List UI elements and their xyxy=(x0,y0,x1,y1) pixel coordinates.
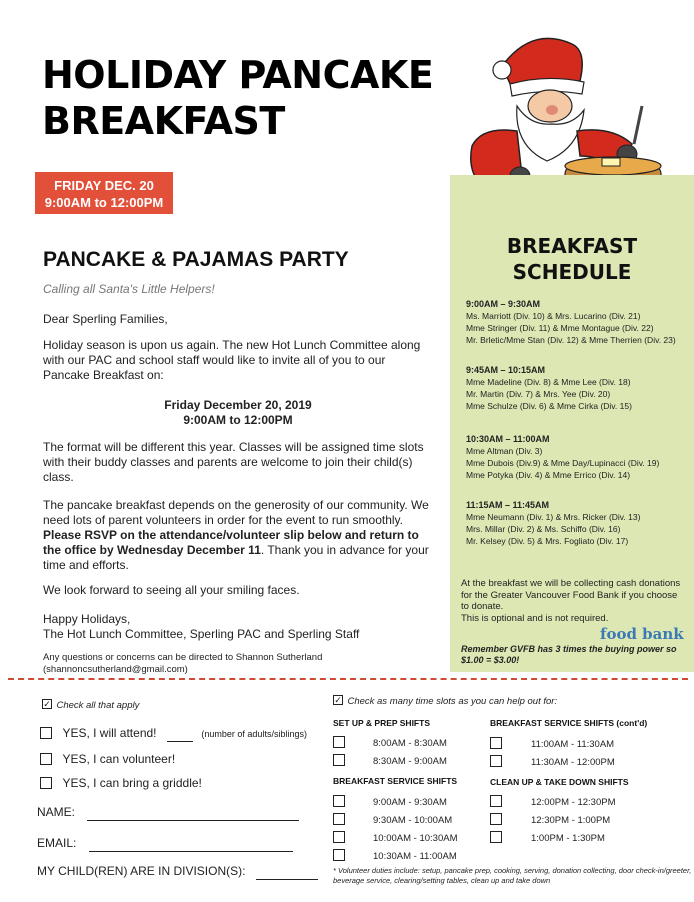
email-field[interactable] xyxy=(37,834,293,852)
slot-class: Mme Altman (Div. 3) xyxy=(466,446,543,456)
page-title: HOLIDAY PANCAKE BREAKFAST xyxy=(42,53,434,143)
shift-checkbox[interactable] xyxy=(333,736,345,748)
griddle-checkbox[interactable] xyxy=(40,777,52,789)
shift-checkbox[interactable] xyxy=(333,849,345,861)
slot-class: Mme Dubois (Div.9) & Mme Day/Lupinacci (Div. 19) xyxy=(466,458,660,468)
shift-checkbox[interactable] xyxy=(490,831,502,843)
date-badge xyxy=(35,172,173,214)
shift-checkbox[interactable] xyxy=(333,813,345,825)
shift-label: 9:30AM - 10:00AM xyxy=(373,815,453,826)
letter-paragraph-2: The format will be different this year. Classes will be assigned time slots with their buddy classes and parents are welcome to join their child(s) class. xyxy=(43,440,424,484)
closing-line-2: The Hot Lunch Committee, Sperling PAC and Sperling Staff xyxy=(43,627,360,641)
slot-class: Mr. Martin (Div. 7) & Mrs. Yee (Div. 20) xyxy=(466,389,611,399)
letter-paragraph-3c: . Thank you in advance for your time and efforts. xyxy=(43,543,429,572)
slot-class: Mr. Brletic/Mme Stan (Div. 12) & Mme Therrien (Div. 23) xyxy=(466,335,676,345)
shift-label: 9:00AM - 9:30AM xyxy=(373,797,447,808)
schedule-title-line-1: BREAKFAST xyxy=(506,234,638,258)
shift-label: 11:00AM - 11:30AM xyxy=(531,739,615,750)
letter-paragraph-1: Holiday season is upon us again. The new Hot Lunch Committee along with our PAC and school staff would like to invite all of you to our Pancake Breakfast on: xyxy=(43,338,421,382)
division-field[interactable] xyxy=(37,862,318,880)
slot-time: 11:15AM – 11:45AM xyxy=(466,500,550,510)
shift-checkbox[interactable] xyxy=(490,813,502,825)
food-bank-logo: food bank xyxy=(600,625,684,643)
slot-class: Mme Madeline (Div. 8) & Mme Lee (Div. 18) xyxy=(466,377,631,387)
slot-time: 9:45AM – 10:15AM xyxy=(466,365,546,375)
shift-option[interactable] xyxy=(333,792,447,810)
volunteer-checkbox[interactable] xyxy=(40,753,52,765)
shift-option[interactable] xyxy=(333,846,457,864)
slot-class: Mme Stringer (Div. 11) & Mme Montague (Div. 22) xyxy=(466,323,654,333)
slot-time: 10:30AM – 11:00AM xyxy=(466,434,550,444)
shift-checkbox[interactable] xyxy=(333,754,345,766)
cleanup-shifts-heading: CLEAN UP & TAKE DOWN SHIFTS xyxy=(490,777,629,787)
griddle-option[interactable] xyxy=(40,774,202,792)
event-date: Friday December 20, 2019 xyxy=(164,398,312,412)
slot-class: Mme Schulze (Div. 6) & Mme Cirka (Div. 15) xyxy=(466,401,632,411)
shift-checkbox[interactable] xyxy=(490,755,502,767)
letter-paragraph-3 xyxy=(43,498,433,573)
schedule-slot xyxy=(466,499,691,547)
volunteer-footnote: * Volunteer duties include: setup, pancake prep, cooking, serving, donation collecting, door check-in/greeter, beverage service, clearing/setting tables, clean up and take down xyxy=(333,866,692,885)
donation-note xyxy=(461,578,686,624)
contact-line-1: Any questions or concerns can be directed to Shannon Sutherland xyxy=(43,652,323,663)
date-badge-time: 9:00AM to 12:00PM xyxy=(44,195,164,210)
shift-checkbox[interactable] xyxy=(490,795,502,807)
name-input-line[interactable] xyxy=(87,820,299,821)
check-slots-label xyxy=(333,691,557,709)
event-time: 9:00AM to 12:00PM xyxy=(183,413,293,427)
attend-label: YES, I will attend! xyxy=(62,726,157,740)
schedule-slot xyxy=(466,298,691,346)
division-label: MY CHILD(REN) ARE IN DIVISION(S): xyxy=(37,864,246,878)
shift-label: 12:30PM - 1:00PM xyxy=(531,815,611,826)
shift-label: 12:00PM - 12:30PM xyxy=(531,797,616,808)
closing-line-1: Happy Holidays, xyxy=(43,612,131,626)
shift-checkbox[interactable] xyxy=(333,795,345,807)
service-shifts-heading: BREAKFAST SERVICE SHIFTS xyxy=(333,776,458,786)
check-all-text: Check all that apply xyxy=(56,700,140,711)
shift-label: 8:00AM - 8:30AM xyxy=(373,738,447,749)
check-icon: ✓ xyxy=(43,698,51,709)
tagline: Calling all Santa's Little Helpers! xyxy=(43,282,215,296)
slot-class: Mme Potyka (Div. 4) & Mme Errico (Div. 14) xyxy=(466,470,631,480)
letter-paragraph-4: We look forward to seeing all your smiling faces. xyxy=(43,583,300,597)
slot-class: Mme Neumann (Div. 1) & Mrs. Ricker (Div. 13) xyxy=(466,512,641,522)
contact-email: (shannoncsutherland@gmail.com) xyxy=(43,664,188,675)
shift-label: 11:30AM - 12:00PM xyxy=(531,757,615,768)
division-input-line[interactable] xyxy=(256,879,318,880)
shift-option[interactable] xyxy=(490,792,616,810)
schedule-title-line-2: SCHEDULE xyxy=(512,260,632,284)
attend-checkbox[interactable] xyxy=(40,727,52,739)
schedule-title xyxy=(452,233,692,285)
service2-shifts-heading: BREAKFAST SERVICE SHIFTS (cont'd) xyxy=(490,718,648,728)
rsvp-instructions: Please RSVP on the attendance/volunteer slip below and return to the office by Wednesday December 11 xyxy=(43,528,419,557)
griddle-label: YES, I can bring a griddle! xyxy=(62,776,202,790)
name-label: NAME: xyxy=(37,805,76,819)
shift-option[interactable] xyxy=(333,828,458,846)
slot-time: 9:00AM – 9:30AM xyxy=(466,299,541,309)
date-badge-day: FRIDAY DEC. 20 xyxy=(54,178,154,193)
donation-optional-text: This is optional and is not required. xyxy=(461,612,609,624)
shift-label: 10:30AM - 11:00AM xyxy=(373,851,457,862)
letter-paragraph-3a: The pancake breakfast depends on the generosity of our community. We need lots of parent volunteers in order for the event to run smoothly. xyxy=(43,498,429,527)
setup-shifts-heading: SET UP & PREP SHIFTS xyxy=(333,718,430,728)
volunteer-option[interactable] xyxy=(40,750,175,768)
cut-line xyxy=(8,678,688,680)
shift-label: 1:00PM - 1:30PM xyxy=(531,833,605,844)
shift-option[interactable] xyxy=(333,810,452,828)
shift-option[interactable] xyxy=(333,733,447,751)
slot-class: Ms. Marriott (Div. 10) & Mrs. Lucarino (Div. 21) xyxy=(466,311,641,321)
letter-greeting: Dear Sperling Families, xyxy=(43,312,168,326)
slot-class: Mrs. Millar (Div. 2) & Ms. Schiffo (Div. 16) xyxy=(466,524,621,534)
schedule-slot xyxy=(466,364,691,412)
party-title: PANCAKE & PAJAMAS PARTY xyxy=(43,248,349,271)
shift-label: 10:00AM - 10:30AM xyxy=(373,833,458,844)
donation-note-text: At the breakfast we will be collecting cash donations for the Greater Vancouver Food Bank if you choose to donate. xyxy=(461,578,681,612)
email-input-line[interactable] xyxy=(89,851,293,852)
schedule-slot xyxy=(466,433,691,481)
check-all-label xyxy=(42,695,139,713)
shift-option[interactable] xyxy=(490,752,615,770)
email-label: EMAIL: xyxy=(37,836,77,850)
check-icon: ✓ xyxy=(334,694,342,705)
attend-hint: (number of adults/siblings) xyxy=(201,729,307,739)
shift-option[interactable] xyxy=(490,810,610,828)
shift-checkbox[interactable] xyxy=(490,737,502,749)
shift-option[interactable] xyxy=(333,751,447,769)
shift-option[interactable] xyxy=(490,734,614,752)
gvfb-reminder: Remember GVFB has 3 times the buying power so $1.00 = $3.00! xyxy=(461,644,677,665)
slot-class: Mr. Kelsey (Div. 5) & Mrs. Fogliato (Div. 17) xyxy=(466,536,629,546)
shift-option[interactable] xyxy=(490,828,605,846)
shift-checkbox[interactable] xyxy=(333,831,345,843)
attend-option[interactable] xyxy=(40,724,307,742)
shift-label: 8:30AM - 9:00AM xyxy=(373,756,447,767)
volunteer-label: YES, I can volunteer! xyxy=(62,752,176,766)
name-field[interactable] xyxy=(37,803,299,821)
check-slots-text: Check as many time slots as you can help out for: xyxy=(347,696,558,707)
attend-count-field[interactable] xyxy=(167,741,193,742)
